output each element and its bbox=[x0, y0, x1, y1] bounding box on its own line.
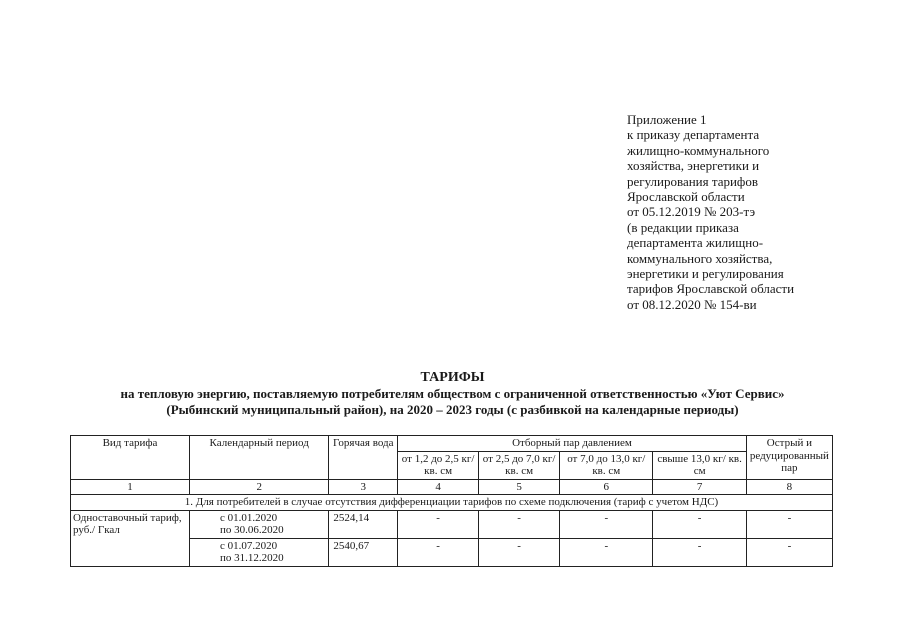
steam-4-value: - bbox=[653, 538, 746, 566]
header-tariff-type: Вид тарифа bbox=[71, 436, 190, 480]
section-row bbox=[71, 495, 833, 511]
appendix-line: от 08.12.2020 № 154-ви bbox=[627, 296, 757, 312]
appendix-line: от 05.12.2019 № 203-тэ bbox=[627, 204, 756, 220]
header-steam-2: от 2,5 до 7,0 кг/ кв. см bbox=[479, 451, 560, 479]
steam-2-value: - bbox=[479, 510, 560, 538]
appendix-line: Ярославской области bbox=[627, 189, 745, 205]
header-hot-water: Горячая вода bbox=[329, 436, 398, 480]
period-from: с 01.01.2020 bbox=[219, 511, 278, 524]
tariff-name: Одноставочный тариф, руб./ Гкал bbox=[71, 510, 190, 566]
header-steam-3: от 7,0 до 13,0 кг/ кв. см bbox=[560, 451, 653, 479]
sharp-steam-value: - bbox=[746, 538, 832, 566]
steam-1-value: - bbox=[398, 510, 479, 538]
period-to: по 31.12.2020 bbox=[219, 552, 284, 564]
appendix-line: департамента жилищно- bbox=[627, 235, 764, 251]
appendix-line: к приказу департамента bbox=[627, 127, 760, 143]
appendix-line: тарифов Ярославской области bbox=[627, 281, 795, 297]
title-line-1: на тепловую энергию, поставляемую потребителям обществом с ограниченной ответственностью «Уют Сервис» bbox=[120, 386, 785, 401]
steam-3-value: - bbox=[560, 510, 653, 538]
appendix-line: коммунального хозяйства, bbox=[627, 250, 773, 266]
header-steam-4: свыше 13,0 кг/ кв. см bbox=[653, 451, 746, 479]
steam-2-value: - bbox=[479, 538, 560, 566]
header-steam-group: Отборный пар давлением bbox=[398, 436, 747, 452]
appendix-line: (в редакции приказа bbox=[627, 219, 739, 235]
header-period: Календарный период bbox=[189, 436, 328, 480]
hot-water-value: 2540,67 bbox=[329, 538, 398, 566]
appendix-line: Приложение 1 bbox=[627, 112, 707, 127]
col-number: 1 bbox=[71, 479, 190, 495]
appendix-line: хозяйства, энергетики и bbox=[627, 158, 760, 174]
period-cell bbox=[189, 510, 328, 538]
tariff-table bbox=[70, 435, 833, 567]
appendix-line: регулирования тарифов bbox=[627, 173, 758, 189]
col-number: 5 bbox=[479, 479, 560, 495]
table-row bbox=[71, 510, 833, 538]
col-number: 2 bbox=[189, 479, 328, 495]
header-row-1 bbox=[71, 436, 833, 452]
document-title bbox=[0, 370, 905, 418]
title-main: ТАРИФЫ bbox=[420, 370, 485, 385]
steam-1-value: - bbox=[398, 538, 479, 566]
sharp-steam-value: - bbox=[746, 510, 832, 538]
section-title: 1. Для потребителей в случае отсутствия дифференциации тарифов по схеме подключения (тариф с учетом НДС) bbox=[71, 495, 833, 511]
hot-water-value: 2524,14 bbox=[329, 510, 398, 538]
col-number: 3 bbox=[329, 479, 398, 495]
appendix-line: энергетики и регулирования bbox=[627, 266, 784, 282]
period-from: с 01.07.2020 bbox=[219, 539, 278, 552]
title-line-2: (Рыбинский муниципальный район), на 2020 – 2023 годы (с разбивкой на календарные периоды) bbox=[166, 402, 739, 417]
appendix-note bbox=[627, 112, 897, 312]
col-number: 6 bbox=[560, 479, 653, 495]
steam-3-value: - bbox=[560, 538, 653, 566]
appendix-line: жилищно-коммунального bbox=[627, 142, 770, 158]
steam-4-value: - bbox=[653, 510, 746, 538]
col-number: 4 bbox=[398, 479, 479, 495]
period-to: по 30.06.2020 bbox=[219, 524, 284, 536]
col-number: 8 bbox=[746, 479, 832, 495]
header-sharp-steam: Острый и редуцированный пар bbox=[746, 436, 832, 480]
column-number-row bbox=[71, 479, 833, 495]
period-cell bbox=[189, 538, 328, 566]
col-number: 7 bbox=[653, 479, 746, 495]
header-steam-1: от 1,2 до 2,5 кг/ кв. см bbox=[398, 451, 479, 479]
